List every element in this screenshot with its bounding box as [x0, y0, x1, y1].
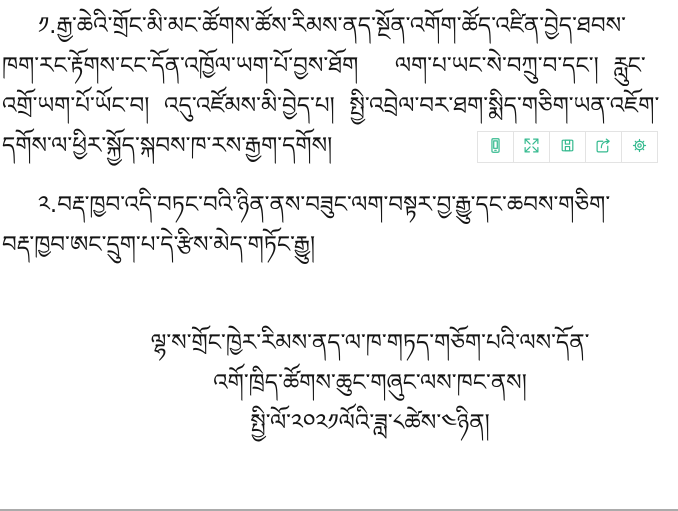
expand-arrows-icon — [523, 137, 540, 157]
text-line: ༡.རྒྱ་ཆེའི་གྲོང་མི་མང་ཚོགས་ཚོས་རིམས་ནད་སྔོན་འགོག་ཚོད་འཛིན་བྱེད་ཐབས་ — [38, 13, 626, 39]
signature-issuer-line-1: ལྷ་ས་གྲོང་ཁྱེར་རིམས་ནད་ལ་ཁ་གཏད་གཅོག་པའི་ལས་དོན་ — [150, 330, 590, 356]
signature-block — [0, 323, 678, 443]
text-line: ༢.བརྡ་ཁྱབ་འདི་བཏང་བའི་ཉིན་ནས་བཟུང་ལག་བསྟར་བྱ་རྒྱུ་དང་ཆབས་གཅིག་ — [38, 192, 611, 218]
share-arrow-icon — [595, 137, 612, 157]
text-line: ཁག་རང་རྟོགས་ངང་དོན་འཁྱོལ་ཡག་པོ་བྱས་ཐོག ལག་པ་ཡང་སེ་བཀྲུ་བ་དང་། རླུང་ — [2, 53, 646, 79]
signature-issuer-line-2: འགོ་ཁྲིད་ཚོགས་ཆུང་གཞུང་ལས་ཁང་ནས། — [213, 370, 527, 396]
text-line: འགྲོ་ཡག་པོ་ཡོང་བ། འདུ་འཛོམས་མི་བྱེད་པ། སྤྱི་འབྲེལ་བར་ཐག་སྨིད་གཅིག་ཡན་འཇོག་ — [2, 93, 660, 119]
floppy-disk-icon — [559, 137, 576, 157]
gear-icon — [631, 137, 648, 157]
floating-toolbar — [477, 131, 658, 163]
save-button[interactable] — [549, 131, 586, 163]
text-line: བརྡ་ཁྱབ་ཨང་དྲུག་པ་དེ་རྩིས་མེད་གཏོང་རྒྱུ། — [2, 232, 316, 258]
text-line: དགོས་ལ་ཕྱིར་སྐྱོད་སྐབས་ཁ་རས་རྒྱག་དགོས། — [2, 133, 333, 159]
notice-document — [0, 6, 678, 443]
fullscreen-button[interactable] — [513, 131, 550, 163]
paragraph-2 — [0, 185, 678, 265]
settings-button[interactable] — [621, 131, 658, 163]
share-button[interactable] — [585, 131, 622, 163]
mobile-device-icon — [487, 137, 504, 157]
signature-date-line: སྤྱི་ལོ་༢༠༢༡ལོའི་ཟླ་༨ཚེས་༤ཉིན། — [250, 410, 490, 436]
mobile-view-button[interactable] — [477, 131, 514, 163]
